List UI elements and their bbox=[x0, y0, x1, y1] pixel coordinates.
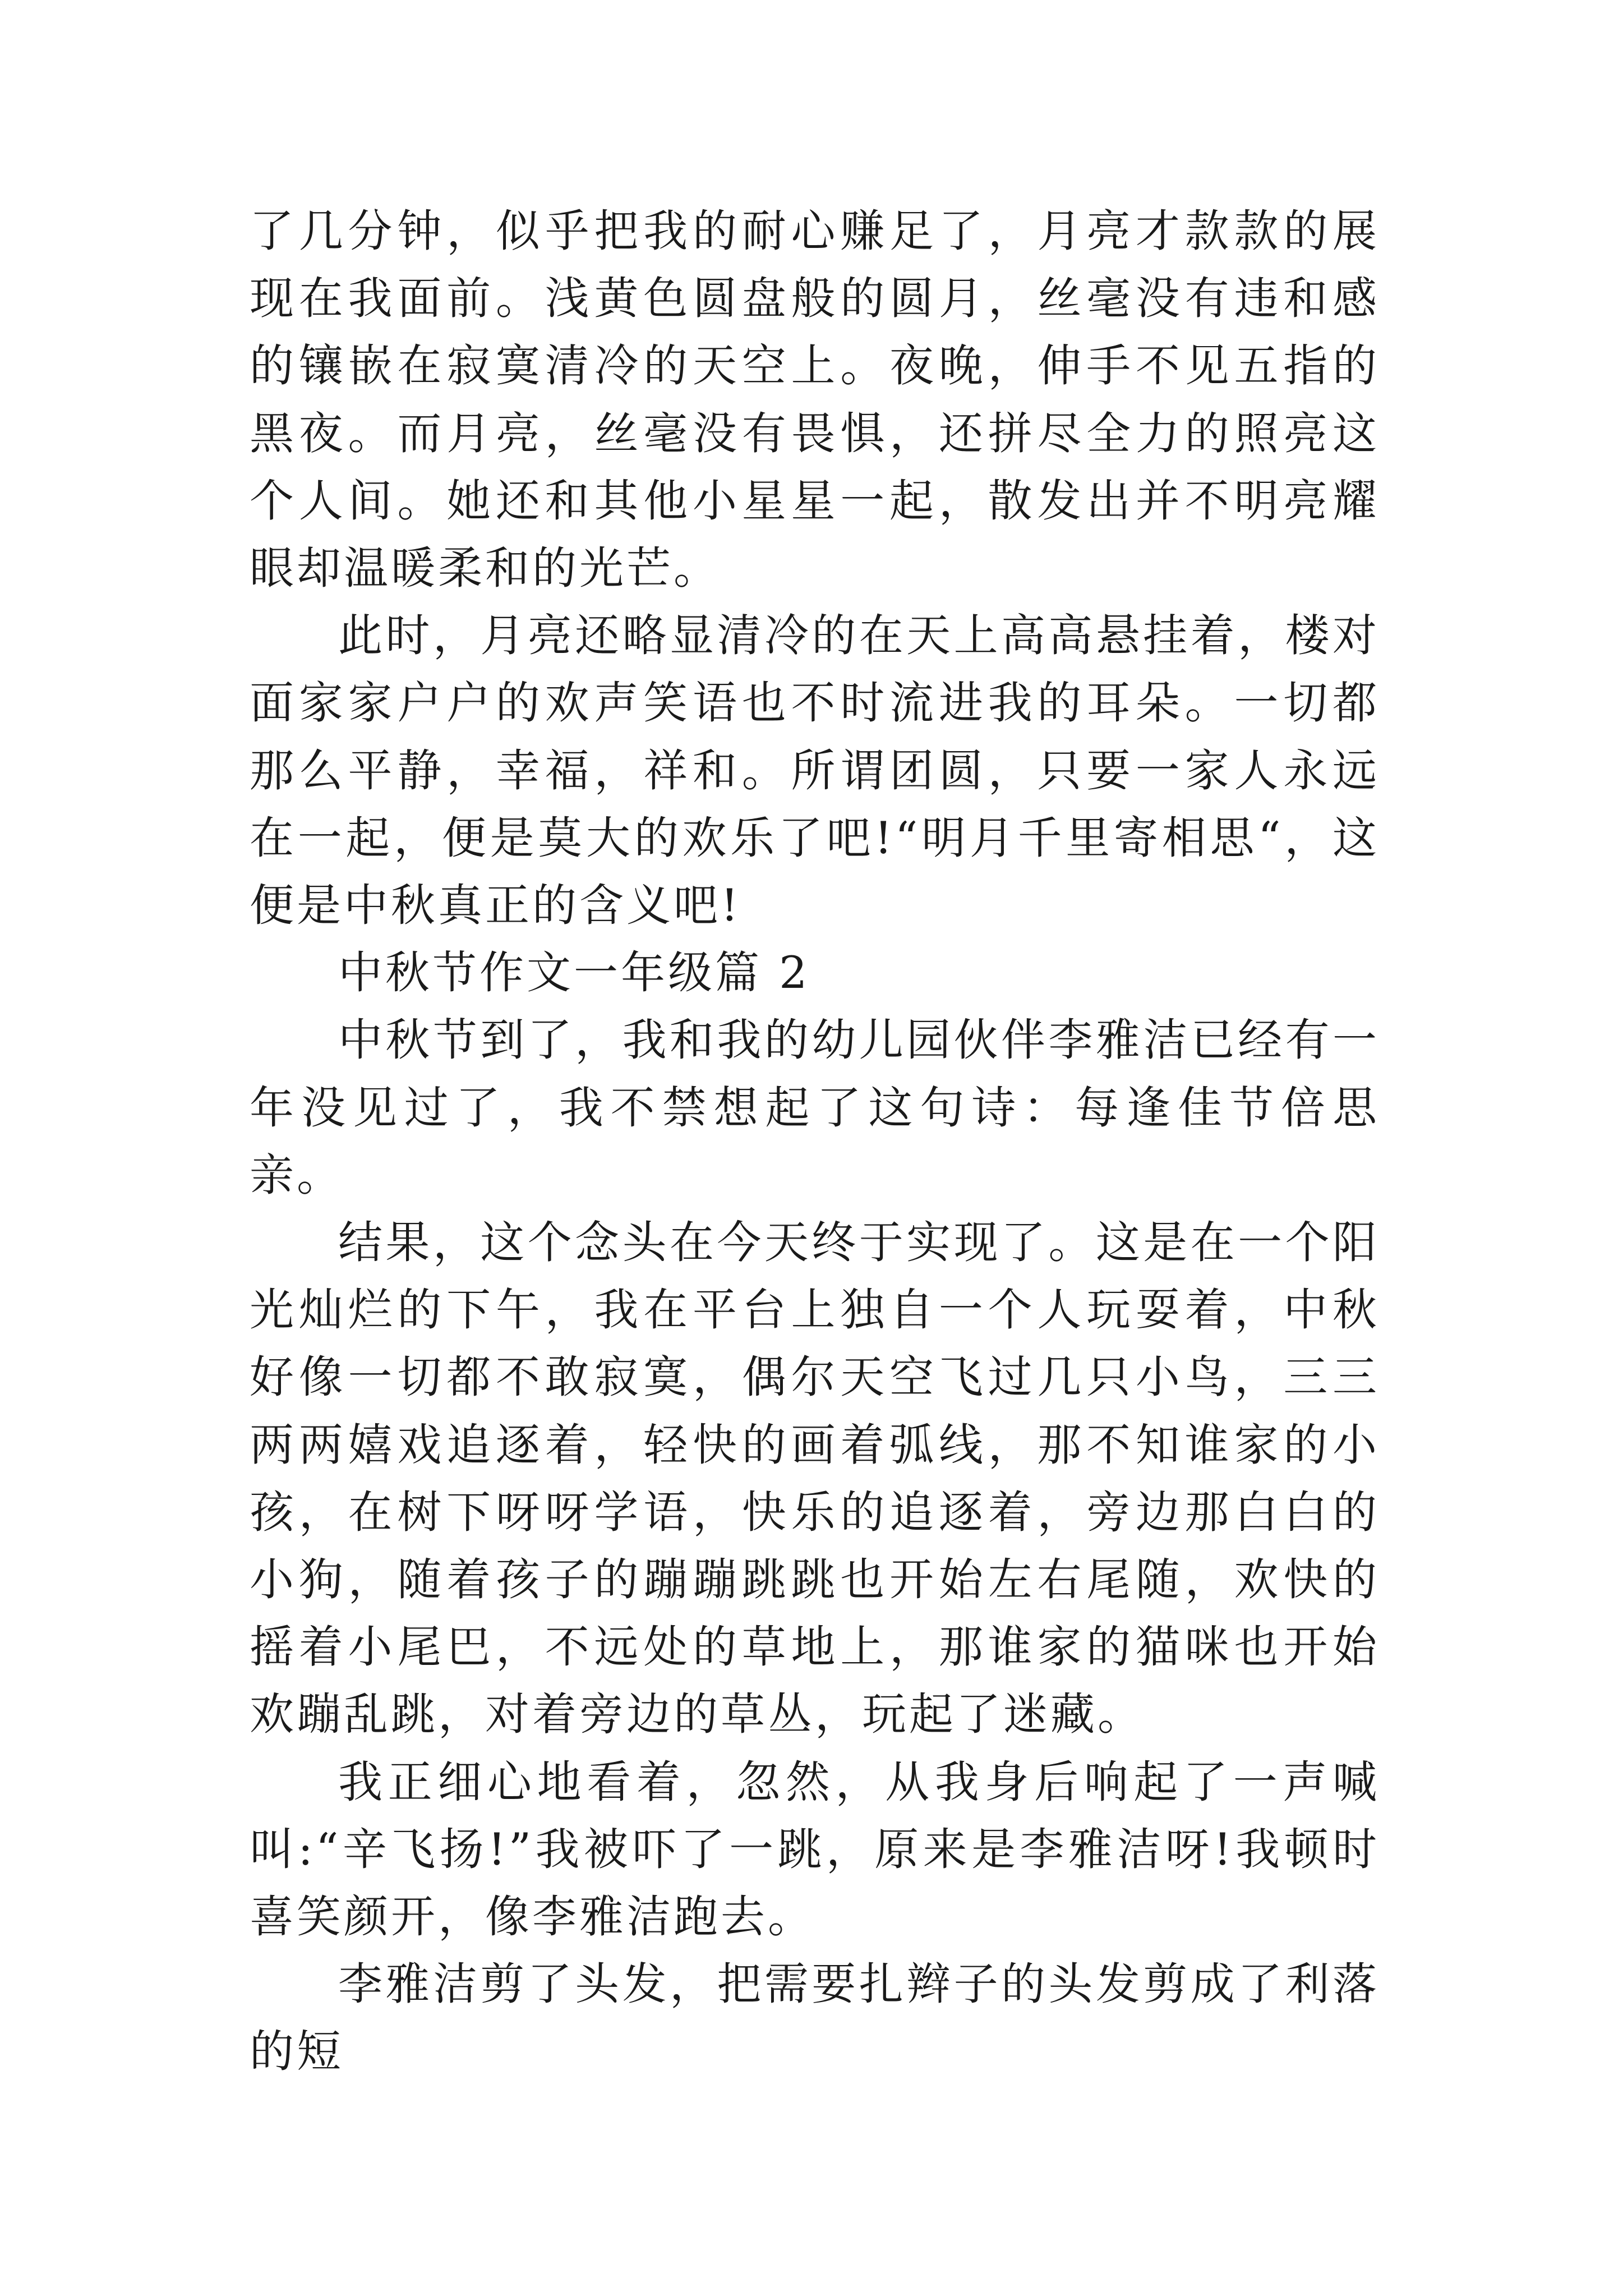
paragraph: 我正细心地看着，忽然，从我身后响起了一声喊叫:“辛飞扬!”我被吓了一跳，原来是李雅洁呀!我顿时喜笑颜开，像李雅洁跑去。 bbox=[250, 1756, 1380, 1943]
section-heading: 中秋节作文一年级篇 2 bbox=[338, 947, 810, 999]
paragraph: 中秋节到了，我和我的幼儿园伙伴李雅洁已经有一年没见过了，我不禁想起了这句诗：每逢佳节倍思亲。 bbox=[250, 1014, 1380, 1201]
paragraph-continuation: 了几分钟，似乎把我的耐心赚足了，月亮才款款的展现在我面前。浅黄色圆盘般的圆月，丝毫没有违和感的镶嵌在寂寞清冷的天空上。夜晚，伸手不见五指的黑夜。而月亮，丝毫没有畏惧，还拼尽全力的照亮这个人间。她还和其他小星星一起，散发出并不明亮耀眼却温暖柔和的光芒。 bbox=[250, 205, 1380, 595]
document-body bbox=[250, 197, 1380, 2086]
paragraph: 结果，这个念头在今天终于实现了。这是在一个阳光灿烂的下午，我在平台上独自一个人玩耍着，中秋好像一切都不敢寂寞，偶尔天空飞过几只小鸟，三三两两嬉戏追逐着，轻快的画着弧线，那不知谁家的小孩，在树下呀呀学语，快乐的追逐着，旁边那白白的小狗，随着孩子的蹦蹦跳跳也开始左右尾随，欢快的摇着小尾巴，不远处的草地上，那谁家的猫咪也开始欢蹦乱跳，对着旁边的草丛，玩起了迷藏。 bbox=[250, 1217, 1380, 1741]
paragraph: 李雅洁剪了头发，把需要扎辫子的头发剪成了利落的短 bbox=[250, 1958, 1380, 2078]
paragraph: 此时，月亮还略显清冷的在天上高高悬挂着，楼对面家家户户的欢声笑语也不时流进我的耳朵。一切都那么平静，幸福，祥和。所谓团圆，只要一家人永远在一起，便是莫大的欢乐了吧!“明月千里寄相思“，这便是中秋真正的含义吧! bbox=[250, 610, 1380, 932]
